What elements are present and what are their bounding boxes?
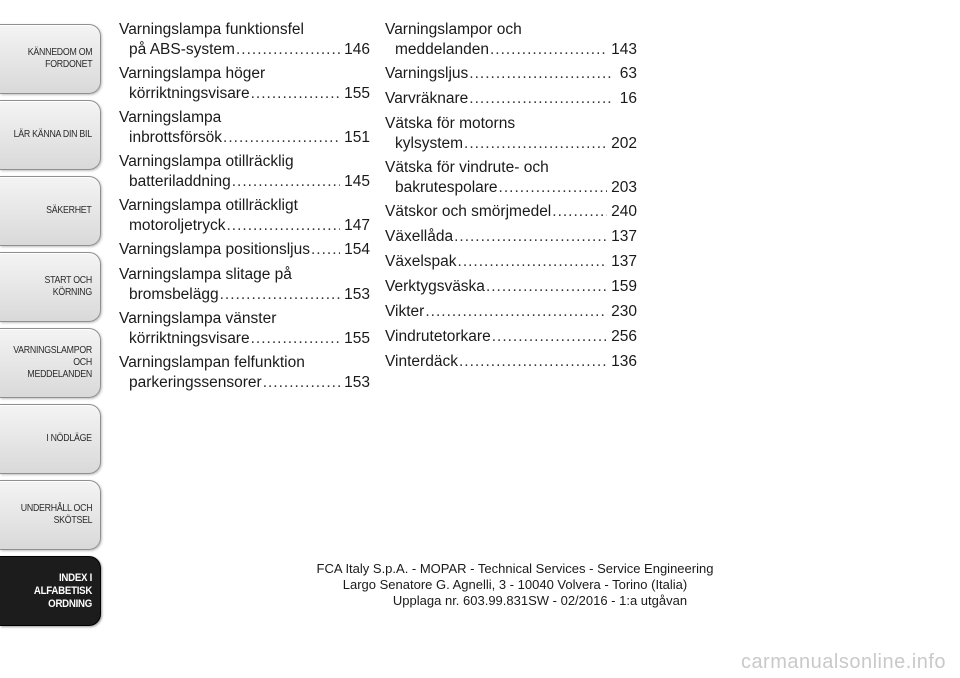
index-entry[interactable] (385, 114, 637, 154)
chapter-tabs (0, 24, 101, 632)
index-entry[interactable] (385, 89, 637, 110)
index-entry-page: 230 (611, 303, 637, 320)
dot-leader (263, 373, 340, 393)
index-entry[interactable] (119, 108, 370, 148)
index-entry-term: motoroljetryck (129, 217, 226, 234)
footer-edition-line: Upplaga nr. 603.99.831SW - 02/2016 - 1:a utgåvan (392, 593, 688, 608)
dot-leader (459, 352, 607, 372)
index-entry-term: Varningslampa positionsljus (119, 241, 310, 258)
index-entry-page: 256 (611, 328, 637, 345)
chapter-tab-label: INDEX I ALFABETISK ORDNING (33, 571, 92, 610)
index-entry[interactable] (385, 20, 637, 60)
index-entry-page: 137 (611, 253, 637, 270)
chapter-tab[interactable] (0, 24, 101, 94)
index-entry-term: kylsystem (395, 135, 464, 152)
chapter-tab[interactable] (0, 556, 101, 626)
index-entry-term: Varningslampan felfunktion (119, 354, 305, 371)
index-entry-page: 137 (611, 228, 637, 245)
dot-leader (425, 302, 607, 322)
index-entry[interactable] (119, 265, 370, 305)
chapter-tab-label: I NÖDLÄGE (46, 433, 92, 444)
index-entry-term: Vinterdäck (385, 353, 458, 370)
chapter-tab[interactable] (0, 100, 101, 170)
index-entry-term: Vindrutetorkare (385, 328, 491, 345)
index-entry-term: inbrottsförsök (129, 129, 223, 146)
index-entry-page: 155 (344, 330, 370, 347)
index-entry[interactable] (385, 64, 637, 85)
index-entry-term: Verktygsväska (385, 278, 485, 295)
index-entry[interactable] (385, 252, 637, 273)
chapter-tab[interactable] (0, 176, 101, 246)
index-column-left (119, 20, 370, 397)
index-entry-page: 146 (344, 41, 370, 58)
dot-leader (490, 40, 607, 60)
index-entry-term: Varningslampa otillräckligt (119, 197, 298, 214)
dot-leader (464, 134, 607, 154)
chapter-tab-label: START OCH KÖRNING (44, 275, 92, 298)
index-entry-page: 155 (344, 85, 370, 102)
chapter-tab[interactable] (0, 480, 101, 550)
watermark: carmanualsonline.info (740, 651, 946, 673)
chapter-tab-label: LÄR KÄNNA DIN BIL (13, 129, 92, 140)
dot-leader (251, 84, 341, 104)
index-entry-term: Vikter (385, 303, 425, 320)
index-entry-page: 202 (611, 135, 637, 152)
index-entry-page: 63 (619, 65, 637, 82)
index-entry-page: 143 (611, 41, 637, 58)
index-entry-term: batteriladdning (129, 173, 231, 190)
chapter-tab[interactable] (0, 404, 101, 474)
dot-leader (223, 128, 340, 148)
index-entry-page: 240 (611, 203, 637, 220)
index-entry-term: Växellåda (385, 228, 454, 245)
index-entry-term: körriktningsvisare (129, 330, 250, 347)
index-entry-term: Varvräknare (385, 90, 469, 107)
index-entry-term: Växelspak (385, 253, 457, 270)
index-entry-term: Varningslampa (119, 109, 222, 126)
index-entry-page: 16 (619, 90, 637, 107)
chapter-tab-label: SÄKERHET (46, 205, 92, 216)
index-entry-term: bromsbelägg (129, 286, 219, 303)
chapter-tab-label: VARNINGSLAMPOR OCH MEDDELANDEN (13, 345, 92, 380)
dot-leader (454, 227, 607, 247)
index-entry-term: Varningslampa otillräcklig (119, 153, 294, 170)
index-entry[interactable] (119, 240, 370, 261)
index-entry-term: Varningslampor och (385, 21, 522, 38)
dot-leader (552, 202, 607, 222)
index-entry-page: 153 (344, 374, 370, 391)
index-entry-page: 147 (344, 217, 370, 234)
index-entry-term: på ABS-system (129, 41, 235, 58)
dot-leader (226, 216, 340, 236)
footer-address-line: Largo Senatore G. Agnelli, 3 - 10040 Volvera - Torino (Italia) (342, 577, 688, 592)
index-entry[interactable] (119, 196, 370, 236)
index-entry-term: Vätskor och smörjmedel (385, 203, 552, 220)
index-entry-page: 151 (344, 129, 370, 146)
chapter-tab[interactable] (0, 328, 101, 398)
dot-leader (232, 172, 340, 192)
index-entry[interactable] (119, 152, 370, 192)
dot-leader (469, 64, 611, 84)
index-entry-term: Vätska för vindrute- och (385, 159, 549, 176)
chapter-tab-label: UNDERHÅLL OCH SKÖTSEL (20, 503, 92, 526)
index-entry-term: Varningsljus (385, 65, 469, 82)
index-column-right (385, 20, 637, 377)
index-entry[interactable] (119, 64, 370, 104)
index-entry-term: Vätska för motorns (385, 115, 516, 132)
index-entry-page: 153 (344, 286, 370, 303)
index-entry-term: parkeringssensorer (129, 374, 262, 391)
publisher-footer (230, 561, 800, 609)
dot-leader (469, 89, 611, 109)
chapter-tab[interactable] (0, 252, 101, 322)
index-entry-term: bakrutespolare (395, 179, 498, 196)
index-entry[interactable] (385, 302, 637, 323)
dot-leader (492, 327, 607, 347)
index-entry-term: meddelanden (395, 41, 489, 58)
index-entry[interactable] (119, 309, 370, 349)
dot-leader (236, 40, 340, 60)
index-entry[interactable] (385, 158, 637, 198)
index-entry-term: Varningslampa höger (119, 65, 266, 82)
dot-leader (499, 178, 608, 198)
index-entry[interactable] (385, 352, 637, 373)
dot-leader (251, 329, 341, 349)
index-entry-term: Varningslampa vänster (119, 310, 277, 327)
index-entry-page: 145 (344, 173, 370, 190)
index-entry[interactable] (119, 353, 370, 393)
index-entry-term: Varningslampa slitage på (119, 266, 292, 283)
index-entry-page: 154 (344, 241, 370, 258)
index-entry-term: Varningslampa funktionsfel (119, 21, 304, 38)
chapter-tab-label: KÄNNEDOM OM FORDONET (27, 47, 92, 70)
footer-publisher-line: FCA Italy S.p.A. - MOPAR - Technical Services - Service Engineering (316, 561, 714, 576)
index-entry-page: 136 (611, 353, 637, 370)
index-entry[interactable] (385, 277, 637, 298)
index-entry[interactable] (119, 20, 370, 60)
dot-leader (220, 285, 341, 305)
index-entry-term: körriktningsvisare (129, 85, 250, 102)
index-entry-page: 203 (611, 179, 637, 196)
dot-leader (486, 277, 607, 297)
index-entry[interactable] (385, 202, 637, 223)
dot-leader (458, 252, 608, 272)
index-entry[interactable] (385, 227, 637, 248)
index-entry-page: 159 (611, 278, 637, 295)
dot-leader (311, 240, 340, 260)
index-entry[interactable] (385, 327, 637, 348)
